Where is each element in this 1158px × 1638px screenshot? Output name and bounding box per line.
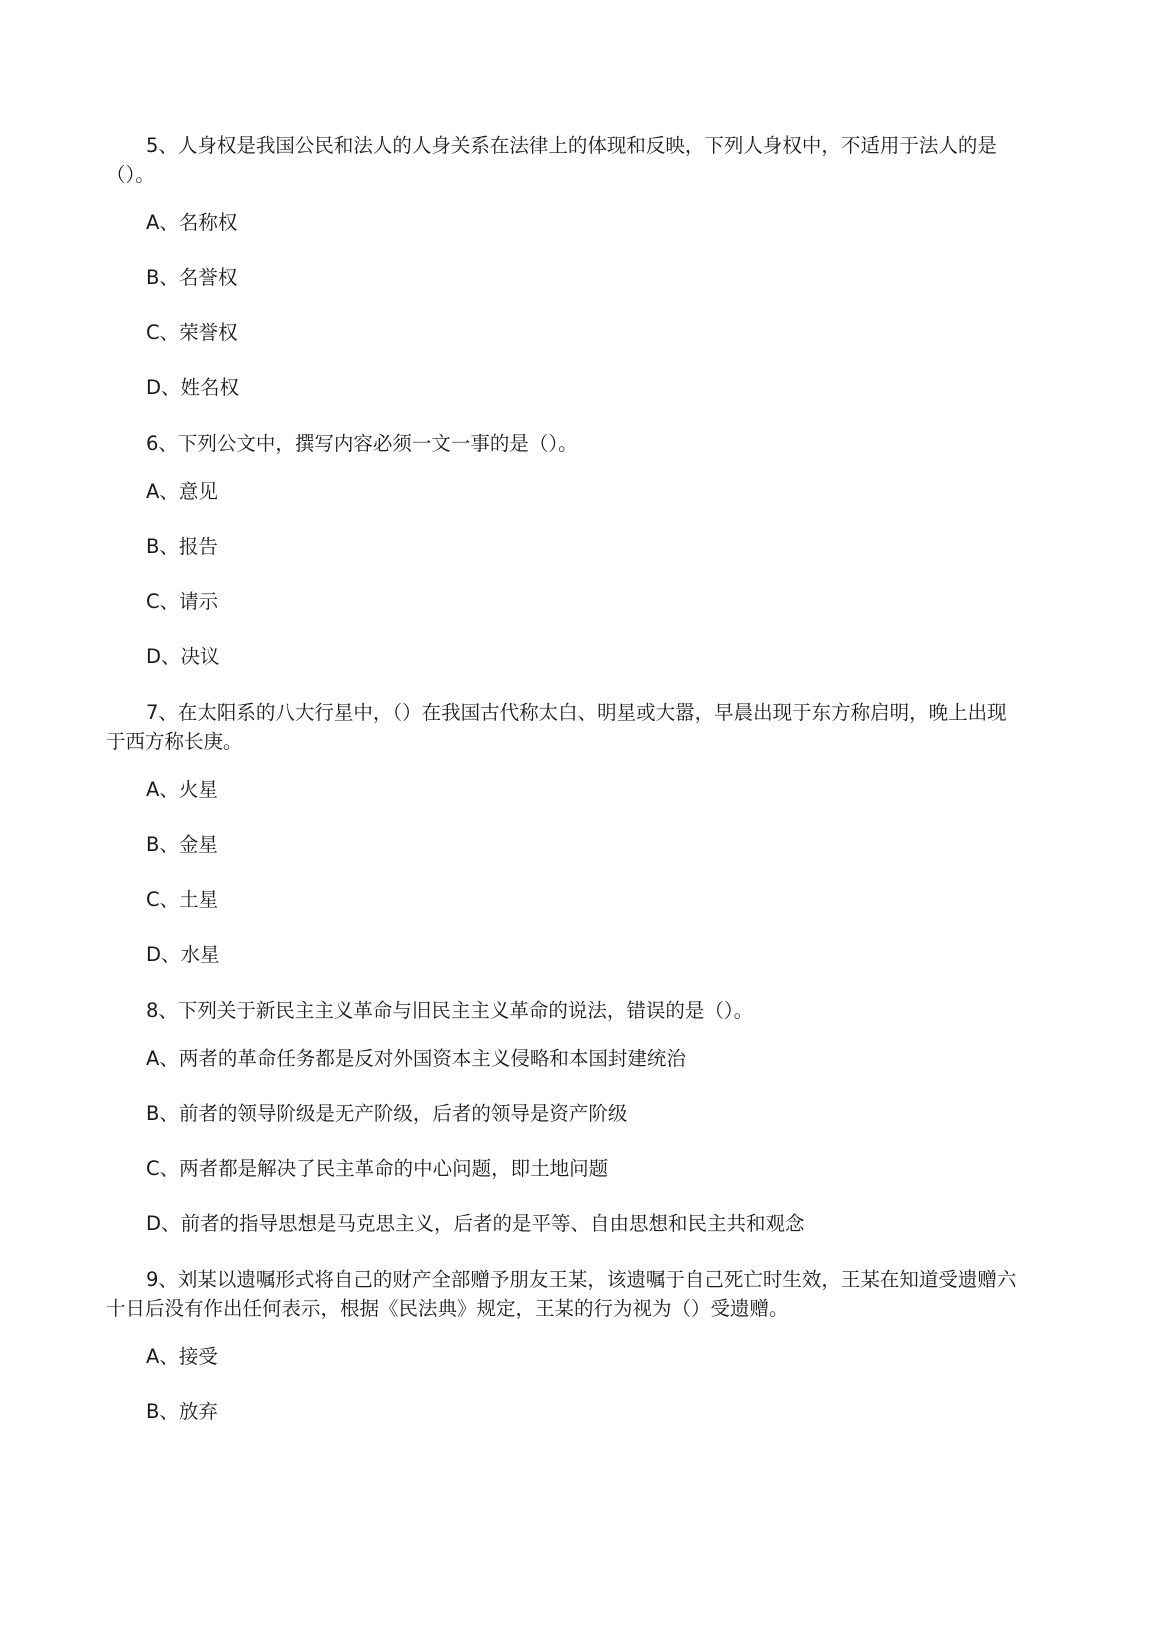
option-a: A、火星 xyxy=(146,778,218,801)
option-c: C、两者都是解决了民主革命的中心问题，即土地问题 xyxy=(146,1157,609,1180)
option-b: B、名誉权 xyxy=(146,266,238,289)
question-6 xyxy=(106,429,1026,671)
option-a: A、意见 xyxy=(146,480,218,503)
question-stem: 8、下列关于新民主主义革命与旧民主主义革命的说法，错误的是（）。 xyxy=(146,999,754,1022)
question-5 xyxy=(106,131,1026,402)
option-d: D、水星 xyxy=(146,943,220,966)
question-7 xyxy=(106,698,1026,969)
question-stem: 6、下列公文中，撰写内容必须一文一事的是（）。 xyxy=(146,432,578,455)
option-d: D、前者的指导思想是马克思主义，后者的是平等、自由思想和民主共和观念 xyxy=(146,1212,805,1235)
option-c: C、荣誉权 xyxy=(146,321,238,344)
option-d: D、姓名权 xyxy=(146,376,240,399)
question-stem: 9、刘某以遗嘱形式将自己的财产全部赠予朋友王某，该遗嘱于自己死亡时生效，王某在知道受遗赠六十日后没有作出任何表示，根据《民法典》规定，王某的行为视为（）受遗赠。 xyxy=(106,1268,1017,1320)
option-b: B、前者的领导阶级是无产阶级，后者的领导是资产阶级 xyxy=(146,1102,628,1125)
question-list xyxy=(106,131,1026,1453)
option-b: B、金星 xyxy=(146,833,218,856)
question-stem: 7、在太阳系的八大行星中，（）在我国古代称太白、明星或大嚣，早晨出现于东方称启明，晚上出现于西方称长庚。 xyxy=(106,701,1007,753)
option-c: C、请示 xyxy=(146,590,219,613)
option-d: D、决议 xyxy=(146,645,220,668)
option-a: A、名称权 xyxy=(146,211,238,234)
question-stem: 5、人身权是我国公民和法人的人身关系在法律上的体现和反映，下列人身权中，不适用于法人的是（）。 xyxy=(106,134,997,186)
option-c: C、土星 xyxy=(146,888,219,911)
question-9 xyxy=(106,1265,1026,1426)
option-a: A、接受 xyxy=(146,1345,218,1368)
option-b: B、放弃 xyxy=(146,1400,218,1423)
question-8 xyxy=(106,996,1026,1238)
option-a: A、两者的革命任务都是反对外国资本主义侵略和本国封建统治 xyxy=(146,1047,686,1070)
option-b: B、报告 xyxy=(146,535,218,558)
